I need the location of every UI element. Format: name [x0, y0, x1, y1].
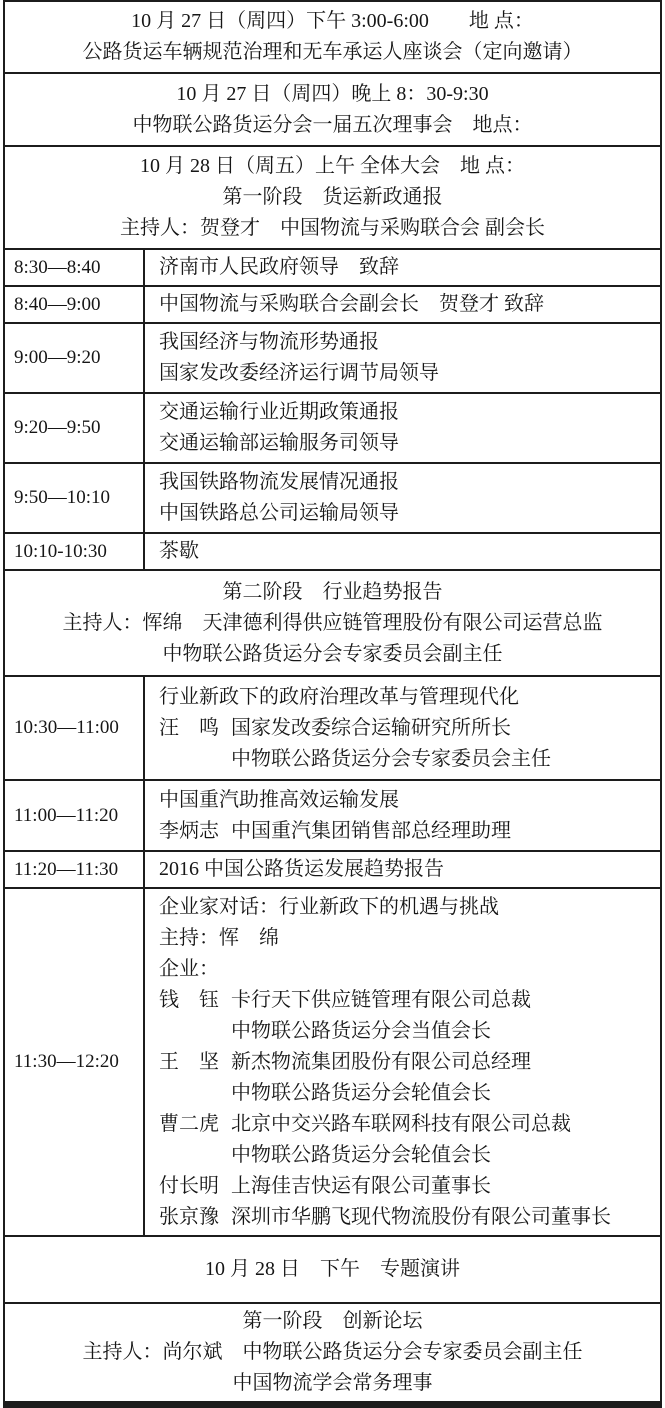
content-cell: [145, 889, 660, 1235]
row-1010-tea-break: [5, 532, 660, 569]
row-1120-trend-report: [5, 850, 660, 887]
agenda-line: 中国重汽助推高效运输发展: [159, 788, 399, 811]
session-header-line: 10 月 28 日（周五）上午 全体大会 地 点：: [140, 155, 525, 177]
speaker-title: 新杰物流集团股份有限公司总经理: [231, 1050, 531, 1073]
speaker-line: [159, 1047, 654, 1078]
agenda-line: 中国物流与采购联合会副会长 贺登才 致辞: [159, 293, 544, 315]
agenda-line: 2016 中国公路货运发展趋势报告: [159, 858, 444, 880]
row-oct28-morning-plenary-header: [5, 145, 660, 248]
speaker-line: [159, 816, 654, 847]
session-header-line: 10 月 27 日（周四）下午 3:00-6:00 地 点：: [131, 10, 534, 32]
time-cell: 10:30—11:00: [5, 677, 145, 779]
time-cell: 8:40—9:00: [5, 287, 145, 322]
session-header-line: 第一阶段 创新论坛: [242, 1310, 423, 1332]
row-oct28-afternoon-header: [5, 1235, 660, 1302]
content-cell: [145, 324, 660, 392]
speaker-affiliation: 中物联公路货运分会轮值会长: [231, 1081, 491, 1104]
time-cell: 11:00—11:20: [5, 781, 145, 850]
speaker-name: 王 坚: [159, 1050, 219, 1073]
speaker-name: 张京豫: [159, 1205, 219, 1228]
speaker-affiliation: 中物联公路货运分会轮值会长: [231, 1143, 491, 1166]
speaker-name: 付长明: [159, 1174, 219, 1197]
row-0950-railway-logistics: [5, 462, 660, 532]
row-1030-governance-reform: [5, 675, 660, 779]
speaker-title: 深圳市华鹏飞现代物流股份有限公司董事长: [231, 1205, 611, 1228]
session-host-line: 主持人：贺登才 中国物流与采购联合会 副会长: [120, 217, 545, 239]
speaker-name: 曹二虎: [159, 1112, 219, 1135]
speaker-name: 李炳志: [159, 819, 219, 842]
speaker-name: 钱 钰: [159, 988, 219, 1011]
speaker-title: 国家发改委综合运输研究所所长: [231, 716, 511, 739]
agenda-line: 行业新政下的政府治理改革与管理现代化: [159, 685, 519, 708]
agenda-line: 我国铁路物流发展情况通报: [159, 471, 399, 493]
speaker-title: 卡行天下供应链管理有限公司总裁: [231, 988, 531, 1011]
session-host-line: 中物联公路货运分会专家委员会副主任: [162, 642, 503, 665]
speaker-name: 汪 鸣: [159, 716, 219, 739]
session-host-line: 主持人：尚尔斌 中物联公路货运分会专家委员会副主任: [82, 1341, 583, 1363]
content-cell: [145, 852, 660, 887]
speaker-line: [159, 1109, 654, 1140]
agenda-table: [3, 0, 662, 1408]
agenda-line: 中国铁路总公司运输局领导: [159, 502, 399, 524]
row-0920-transport-policy: [5, 392, 660, 462]
row-1100-sinotruk: [5, 779, 660, 850]
row-0830-welcome: [5, 248, 660, 285]
content-cell: [145, 534, 660, 569]
content-cell: [145, 287, 660, 322]
agenda-line: 企业家对话：行业新政下的机遇与挑战: [159, 895, 499, 918]
agenda-line: 企业：: [159, 957, 219, 980]
time-cell: 11:30—12:20: [5, 889, 145, 1235]
speaker-affiliation: 中物联公路货运分会专家委员会主任: [231, 747, 551, 770]
session-header-line: 第二阶段 行业趋势报告: [222, 580, 443, 603]
time-cell: 11:20—11:30: [5, 852, 145, 887]
row-oct27-afternoon-forum: [5, 2, 660, 72]
speaker-title: 上海佳吉快运有限公司董事长: [231, 1174, 491, 1197]
session-header-line: 10 月 28 日 下午 专题演讲: [205, 1258, 460, 1280]
agenda-line: 国家发改委经济运行调节局领导: [159, 362, 439, 384]
session-host-line: 主持人：恽绵 天津德利得供应链管理股份有限公司运营总监: [62, 611, 603, 634]
speaker-affiliation: 中物联公路货运分会当值会长: [231, 1019, 491, 1042]
agenda-line: 济南市人民政府领导 致辞: [159, 256, 399, 278]
agenda-line: 我国经济与物流形势通报: [159, 331, 379, 353]
session-header-line: 第一阶段 货运新政通报: [222, 186, 443, 208]
content-cell: [145, 464, 660, 532]
content-cell: [145, 394, 660, 462]
session-header-line: 公路货运车辆规范治理和无车承运人座谈会（定向邀请）: [82, 41, 583, 63]
time-cell: 9:00—9:20: [5, 324, 145, 392]
agenda-line: 交通运输部运输服务司领导: [159, 432, 399, 454]
session-header-line: 10 月 27 日（周四）晚上 8：30-9:30: [176, 82, 489, 105]
speaker-line: [159, 985, 654, 1016]
row-1130-entrepreneur-dialogue: [5, 887, 660, 1235]
row-phase2-header: [5, 569, 660, 675]
session-header-line: 中物联公路货运分会一届五次理事会 地点：: [132, 113, 533, 136]
row-0840-speech: [5, 285, 660, 322]
row-0900-economy-briefing: [5, 322, 660, 392]
time-cell: 9:20—9:50: [5, 394, 145, 462]
time-cell: 9:50—10:10: [5, 464, 145, 532]
content-cell: [145, 781, 660, 850]
time-cell: 10:10-10:30: [5, 534, 145, 569]
speaker-line: [159, 713, 654, 744]
content-cell: [145, 250, 660, 285]
speaker-line: [159, 1202, 654, 1233]
speaker-line: [159, 1171, 654, 1202]
time-cell: 8:30—8:40: [5, 250, 145, 285]
agenda-line: 交通运输行业近期政策通报: [159, 401, 399, 423]
agenda-line: 茶歇: [159, 540, 199, 562]
agenda-line: 主持：恽 绵: [159, 926, 279, 949]
content-cell: [145, 677, 660, 779]
speaker-title: 北京中交兴路车联网科技有限公司总裁: [231, 1112, 571, 1135]
speaker-title: 中国重汽集团销售部总经理助理: [231, 819, 511, 842]
session-host-line: 中国物流学会常务理事: [232, 1372, 433, 1394]
row-oct27-evening-council: [5, 72, 660, 145]
row-phase1-innovation-forum: [5, 1302, 660, 1401]
